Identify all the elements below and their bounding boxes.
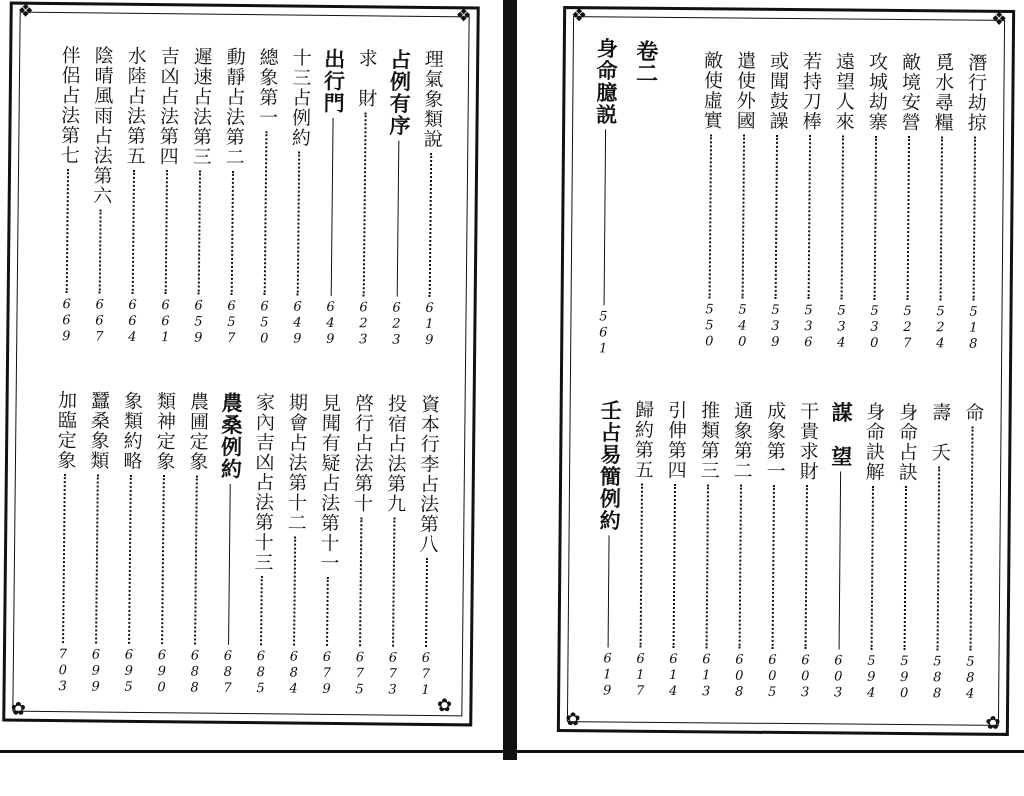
page-number: 688 — [187, 648, 203, 697]
entry-title: 覓水尋糧 — [931, 52, 955, 133]
entry-title: 十三占例約 — [288, 47, 312, 148]
page-number: 588 — [929, 654, 946, 703]
toc-entry — [925, 402, 952, 702]
leader-dots — [709, 134, 712, 298]
toc-entry — [285, 47, 312, 347]
entry-title: 類神定象 — [153, 391, 177, 472]
leader-dots — [198, 171, 201, 295]
leader-dots — [260, 576, 263, 645]
entry-title: 身命訣解 — [862, 401, 886, 482]
seal-icon: ✿ — [565, 709, 581, 731]
page-number: 695 — [121, 647, 137, 696]
page-number: 524 — [932, 304, 949, 353]
toc-entry — [84, 390, 111, 695]
entry-title: 通象第二 — [730, 400, 754, 481]
page-number: 617 — [632, 651, 649, 700]
toc-entry — [51, 390, 78, 695]
page-number: 671 — [418, 650, 434, 700]
leader-rule — [228, 484, 231, 645]
leader-rule — [838, 471, 841, 649]
page-number: 679 — [319, 649, 335, 698]
leader-dots — [264, 131, 268, 295]
toc-entry — [150, 391, 177, 696]
page-number: 650 — [256, 299, 273, 348]
leader-dots — [841, 135, 844, 299]
page-number: 518 — [965, 304, 982, 353]
leader-dots — [165, 170, 168, 294]
page-number: 659 — [190, 298, 207, 347]
leader-dots — [874, 136, 877, 300]
entry-title: 推類第三 — [697, 400, 721, 481]
entry-title: 象類約略 — [120, 390, 144, 471]
toc-entry — [183, 391, 210, 696]
book-gutter — [503, 0, 517, 760]
toc-entry — [417, 49, 444, 349]
leader-dots — [772, 485, 775, 649]
leader-dots — [326, 577, 329, 646]
page-number: 684 — [286, 649, 302, 698]
entry-title: 農圃定象 — [186, 391, 210, 472]
page-number: 675 — [352, 650, 368, 699]
toc-entry — [694, 400, 721, 700]
ornament-icon: ❖ — [990, 8, 1008, 30]
toc-entry — [384, 49, 411, 349]
leader-dots — [871, 486, 874, 650]
page-number: 539 — [767, 302, 784, 351]
entry-title: 加臨定象 — [54, 390, 78, 471]
leader-dots — [297, 152, 301, 296]
page-number: 703 — [55, 647, 71, 696]
leader-dots — [673, 484, 676, 648]
page-number: 594 — [863, 653, 880, 702]
page-number: 540 — [734, 302, 751, 351]
toc-entry — [763, 51, 790, 351]
toc-entry — [252, 47, 279, 347]
entry-title: 遲速占法第三 — [189, 46, 213, 167]
page-number: 530 — [866, 303, 883, 352]
right-page — [557, 6, 1015, 736]
page-number: 605 — [764, 652, 781, 701]
entry-title: 陰晴風雨占法第六 — [90, 45, 114, 206]
page-number: 527 — [899, 303, 916, 353]
entry-title: 理氣象類說 — [420, 48, 444, 150]
entry-title: 潛行劫掠 — [964, 52, 988, 133]
page-number: 664 — [124, 297, 141, 346]
leader-dots — [425, 558, 428, 647]
page-number: 619 — [599, 651, 616, 700]
toc-entry — [315, 393, 342, 698]
toc-entry — [117, 391, 144, 696]
section-title: 謀 望 — [828, 401, 854, 468]
page-number: 603 — [797, 653, 814, 702]
page-number: 534 — [833, 303, 850, 352]
toc-entry — [958, 403, 985, 703]
entry-title: 見聞有疑占法第十一 — [317, 392, 342, 574]
toc-entry — [348, 393, 375, 698]
entry-title: 蠶桑象類 — [87, 390, 111, 471]
seal-icon: ✿ — [985, 712, 1001, 734]
leader-dots — [973, 137, 976, 301]
entry-title: 敵使虛實 — [700, 50, 724, 131]
leader-dots — [363, 112, 367, 296]
seal-icon: ✿ — [10, 698, 27, 720]
toc-entry — [661, 400, 688, 700]
toc-entry — [219, 47, 246, 347]
page-number: 661 — [157, 298, 174, 347]
left-page — [2, 2, 480, 727]
leader-dots — [742, 135, 745, 299]
entry-title: 期會占法第十二 — [284, 392, 309, 533]
leader-dots — [940, 136, 943, 300]
leader-dots — [231, 171, 234, 295]
leader-dots — [640, 484, 643, 648]
page-number: 687 — [220, 648, 236, 697]
page-number: 536 — [800, 303, 817, 352]
leader-dots — [99, 210, 102, 294]
left-page-toc-top — [13, 5, 477, 350]
page-number: 623 — [355, 300, 372, 349]
entry-title: 家內吉凶占法第十三 — [251, 392, 276, 573]
page-number: 608 — [731, 652, 748, 701]
page-number: 550 — [701, 302, 718, 351]
page-number: 590 — [896, 653, 913, 703]
toc-entry — [793, 401, 820, 701]
leader-dots — [808, 135, 811, 299]
page-number: 603 — [830, 653, 847, 702]
entry-title: 或聞鼓譟 — [766, 50, 790, 132]
entry-title: 啓行占法第十 — [350, 393, 375, 514]
leader-dots — [429, 153, 433, 297]
leader-rule — [330, 118, 333, 296]
section-title: 農桑例約 — [218, 391, 244, 481]
ornament-icon: ❖ — [455, 5, 472, 27]
toc-entry — [595, 399, 622, 699]
toc-entry — [862, 52, 889, 352]
toc-entry — [796, 51, 823, 351]
entry-title: 干貴求財 — [796, 401, 820, 482]
leader-dots — [132, 170, 135, 294]
page-number: 649 — [322, 299, 339, 349]
toc-entry — [54, 45, 81, 345]
page-number: 690 — [154, 648, 170, 697]
entry-title: 敵境安營 — [898, 51, 922, 133]
leader-dots — [95, 474, 99, 643]
leader-dots — [970, 427, 974, 651]
leader-dots — [907, 136, 910, 300]
toc-entry — [318, 48, 345, 348]
toc-entry — [727, 401, 754, 701]
entry-title: 身命占訣 — [895, 401, 919, 483]
leader-dots — [359, 517, 362, 646]
page-number: 685 — [253, 649, 269, 698]
toc-entry — [730, 51, 757, 351]
entry-title: 歸約第五 — [631, 399, 655, 480]
entry-title: 壽 夭 — [928, 402, 952, 463]
toc-entry — [120, 46, 147, 346]
page-number: 657 — [223, 298, 240, 347]
toc-entry — [928, 52, 955, 352]
toc-entry — [892, 402, 919, 702]
page-number: 649 — [289, 299, 306, 348]
section-title: 身命臆説 — [593, 37, 619, 126]
toc-entry — [153, 46, 180, 346]
entry-title: 攻城劫寨 — [865, 51, 889, 132]
toc-entry — [249, 392, 276, 697]
leader-dots — [66, 169, 69, 293]
ornament-icon: ❖ — [570, 5, 588, 27]
section-title: 壬占易簡例約 — [597, 399, 623, 532]
entry-title: 伴侶占法第七 — [57, 45, 81, 166]
entry-title: 水陸占法第五 — [123, 45, 147, 166]
toc-entry — [628, 400, 655, 700]
entry-title: 成象第一 — [763, 400, 787, 482]
page-bottom-rule — [0, 750, 1024, 753]
section-title: 占例有序 — [386, 48, 412, 137]
leader-dots — [805, 485, 808, 649]
leader-dots — [739, 485, 742, 649]
page-number: 561 — [595, 309, 612, 358]
toc-entry — [591, 37, 618, 357]
toc-entry — [216, 392, 243, 697]
page-number: 614 — [665, 651, 682, 701]
leader-dots — [937, 466, 941, 650]
volume-heading: 卷二 — [632, 39, 658, 84]
entry-title: 吉凶占法第四 — [156, 46, 180, 167]
entry-title: 動靜占法第二 — [222, 46, 246, 168]
entry-title: 遠望人來 — [832, 51, 856, 132]
toc-entry — [859, 402, 886, 702]
leader-rule — [396, 141, 399, 297]
toc-entry — [186, 46, 213, 346]
page-number: 699 — [88, 647, 104, 696]
page-number: 673 — [385, 650, 401, 699]
toc-entry — [826, 401, 853, 701]
entry-title: 總象第一 — [255, 47, 279, 128]
leader-dots — [161, 475, 165, 644]
toc-entry — [381, 393, 408, 698]
leader-dots — [392, 518, 395, 647]
entry-title: 命 — [962, 402, 985, 423]
toc-entry — [87, 45, 114, 345]
page-number: 613 — [698, 652, 715, 701]
leader-dots — [62, 474, 66, 643]
leader-dots — [293, 537, 296, 646]
leader-dots — [775, 135, 778, 299]
leader-rule — [607, 535, 609, 647]
page-number: 667 — [91, 297, 108, 346]
entry-title: 投宿占法第九 — [383, 393, 408, 514]
toc-entry — [895, 52, 922, 352]
toc-entry — [351, 48, 378, 348]
entry-title: 求 財 — [355, 48, 378, 109]
toc-entry — [414, 394, 441, 699]
leader-dots — [128, 475, 132, 644]
toc-entry — [697, 50, 724, 350]
leader-dots — [194, 476, 198, 645]
leader-rule — [603, 129, 606, 305]
entry-title: 若持刀棒 — [799, 51, 823, 132]
entry-title: 引伸第四 — [664, 399, 688, 481]
entry-title: 資本行李占法第八 — [416, 393, 441, 555]
page-number: 619 — [421, 300, 438, 350]
page-number: 623 — [388, 300, 405, 349]
toc-entry — [282, 392, 309, 697]
leader-dots — [904, 486, 907, 650]
section-title: 出行門 — [321, 47, 346, 115]
toc-entry — [829, 51, 856, 351]
toc-entry — [760, 401, 787, 701]
page-number: 669 — [58, 297, 75, 346]
entry-title: 遣使外國 — [733, 50, 757, 131]
seal-icon: ✿ — [436, 695, 453, 717]
page-number: 584 — [962, 654, 979, 703]
toc-entry — [961, 53, 988, 353]
leader-dots — [706, 484, 709, 648]
ornament-icon: ❖ — [17, 0, 34, 22]
